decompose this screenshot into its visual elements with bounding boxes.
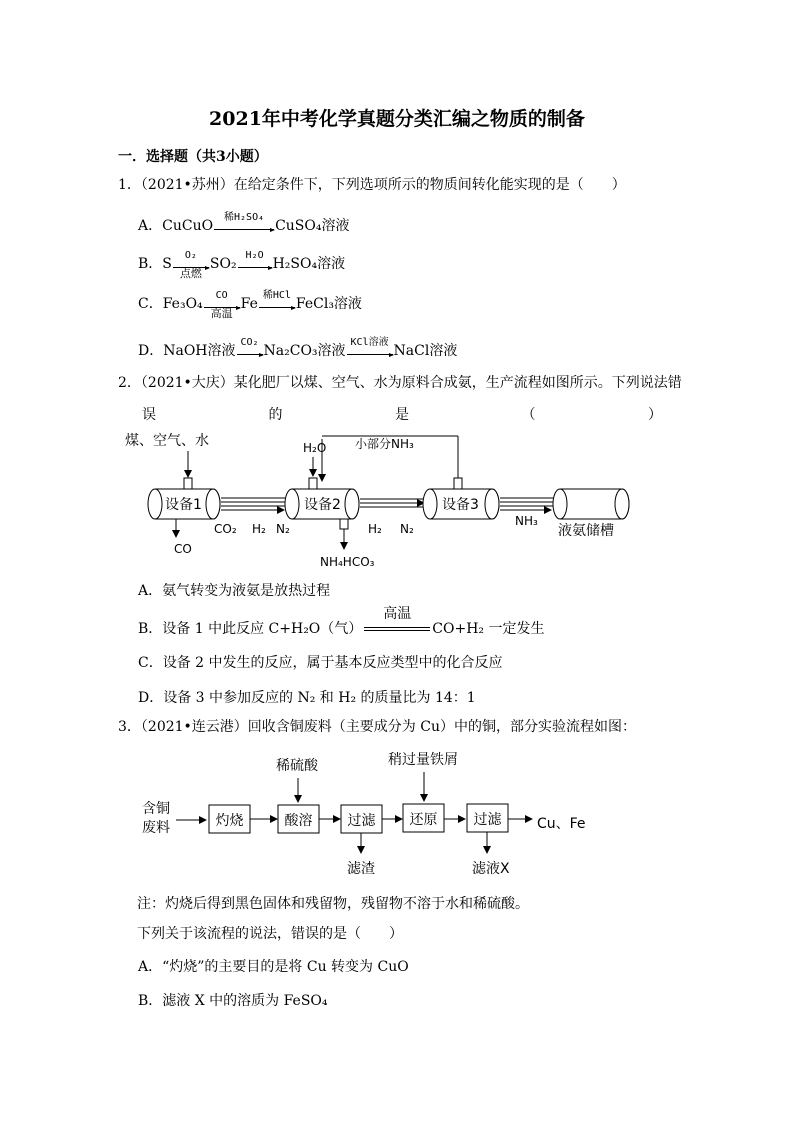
device-2 [285, 489, 359, 519]
co2-label: CO₂ [214, 522, 237, 536]
h2-label-b: H₂ [368, 522, 382, 536]
question-1-option-a: A．CuCuO 稀H₂SO₄ CuSO₄溶液 [138, 212, 350, 234]
reaction-arrow: KCl溶液 [347, 341, 393, 355]
copper-recovery-flowchart [0, 748, 794, 883]
residue-label: 滤渣 [347, 861, 375, 877]
question-3-option-b: B．滤液 X 中的溶质为 FeSO₄ [138, 993, 328, 1009]
equilibrium-sign: 高温 [364, 619, 430, 633]
question-2-stem: 2．（2021•大庆）某化肥厂以煤、空气、水为原料合成氨，生产流程如图所示。下列说法错 [118, 375, 682, 391]
nh3-label: NH₃ [515, 514, 538, 528]
reaction-arrow: CO 高温 [204, 294, 240, 308]
question-2-option-a: A．氨气转变为液氨是放热过程 [138, 583, 331, 599]
device-3-label: 设备3 [442, 497, 479, 513]
h2-label-a: H₂ [252, 522, 266, 536]
n2-label-a: N₂ [276, 522, 290, 536]
page-title: 2021年中考化学真题分类汇编之物质的制备 [209, 108, 585, 130]
question-1-stem: 1．（2021•苏州）在给定条件下，下列选项所示的物质间转化能实现的是（ ） [118, 177, 626, 193]
reaction-arrow: CO₂ [237, 341, 263, 355]
filtrate-label: 滤液X [472, 861, 510, 877]
reaction-arrow: O₂ 点燃 [173, 254, 209, 268]
question-1-option-c: C．Fe₃O₄ CO 高温 Fe 稀HCl FeCl₃溶液 [138, 290, 362, 320]
question-1-option-b: B．S O₂ 点燃 SO₂ H₂O H₂SO₄溶液 [138, 250, 346, 280]
step-reduce-label: 还原 [409, 812, 438, 828]
iron-label: 稍过量铁屑 [388, 752, 458, 768]
ammonia-process-diagram [0, 425, 794, 575]
question-2-option-b: B．设备 1 中此反应 C+H₂O（气） 高温 CO+H₂ 一定发生 [138, 606, 545, 637]
step-filter-2-label: 过滤 [473, 812, 502, 828]
input-label-2: 废料 [142, 820, 170, 836]
reaction-arrow: H₂O [238, 254, 272, 268]
reaction-arrow: 稀HCl [259, 294, 295, 308]
product-label: Cu、Fe [537, 816, 586, 832]
device-3 [423, 489, 499, 519]
co-label: CO [174, 542, 192, 556]
n2-label-b: N₂ [400, 522, 414, 536]
tank-label: 液氨储槽 [558, 523, 614, 539]
device-1 [148, 489, 220, 519]
h2o-label: H₂O [303, 441, 327, 455]
question-3-stem: 3．（2021•连云港）回收含铜废料（主要成分为 Cu）中的铜，部分实验流程如图： [118, 719, 636, 735]
question-3-option-a: A．“灼烧”的主要目的是将 Cu 转变为 CuO [138, 959, 409, 975]
step-roast-label: 灼烧 [215, 813, 244, 829]
section-heading: 一．选择题（共3小题） [118, 149, 268, 165]
question-3-note: 注：灼烧后得到黑色固体和残留物，残留物不溶于水和稀硫酸。 [137, 896, 529, 912]
input-label: 煤、空气、水 [125, 433, 209, 449]
input-label-1: 含铜 [142, 801, 170, 817]
acid-label: 稀硫酸 [276, 758, 318, 774]
step-filter-1-label: 过滤 [347, 813, 376, 829]
liquid-ammonia-tank [553, 489, 629, 519]
question-1-option-d: D．NaOH溶液 CO₂ Na₂CO₃溶液 KCl溶液 NaCl溶液 [138, 337, 458, 359]
question-3-ask: 下列关于该流程的说法，错误的是（ ） [137, 926, 403, 942]
recycle-label: 小部分NH₃ [355, 437, 414, 451]
device-2-label: 设备2 [304, 497, 341, 513]
question-2-option-c: C．设备 2 中发生的反应，属于基本反应类型中的化合反应 [138, 655, 503, 671]
reaction-arrow: 稀H₂SO₄ [214, 216, 274, 230]
nh4hco3-label: NH₄HCO₃ [320, 555, 375, 569]
device-1-label: 设备1 [165, 497, 202, 513]
question-2-stem-continued: 误 的 是 （ ） [142, 407, 662, 423]
question-2-option-d: D．设备 3 中参加反应的 N₂ 和 H₂ 的质量比为 14：1 [138, 690, 476, 706]
step-acid-dissolve-label: 酸溶 [284, 813, 313, 829]
